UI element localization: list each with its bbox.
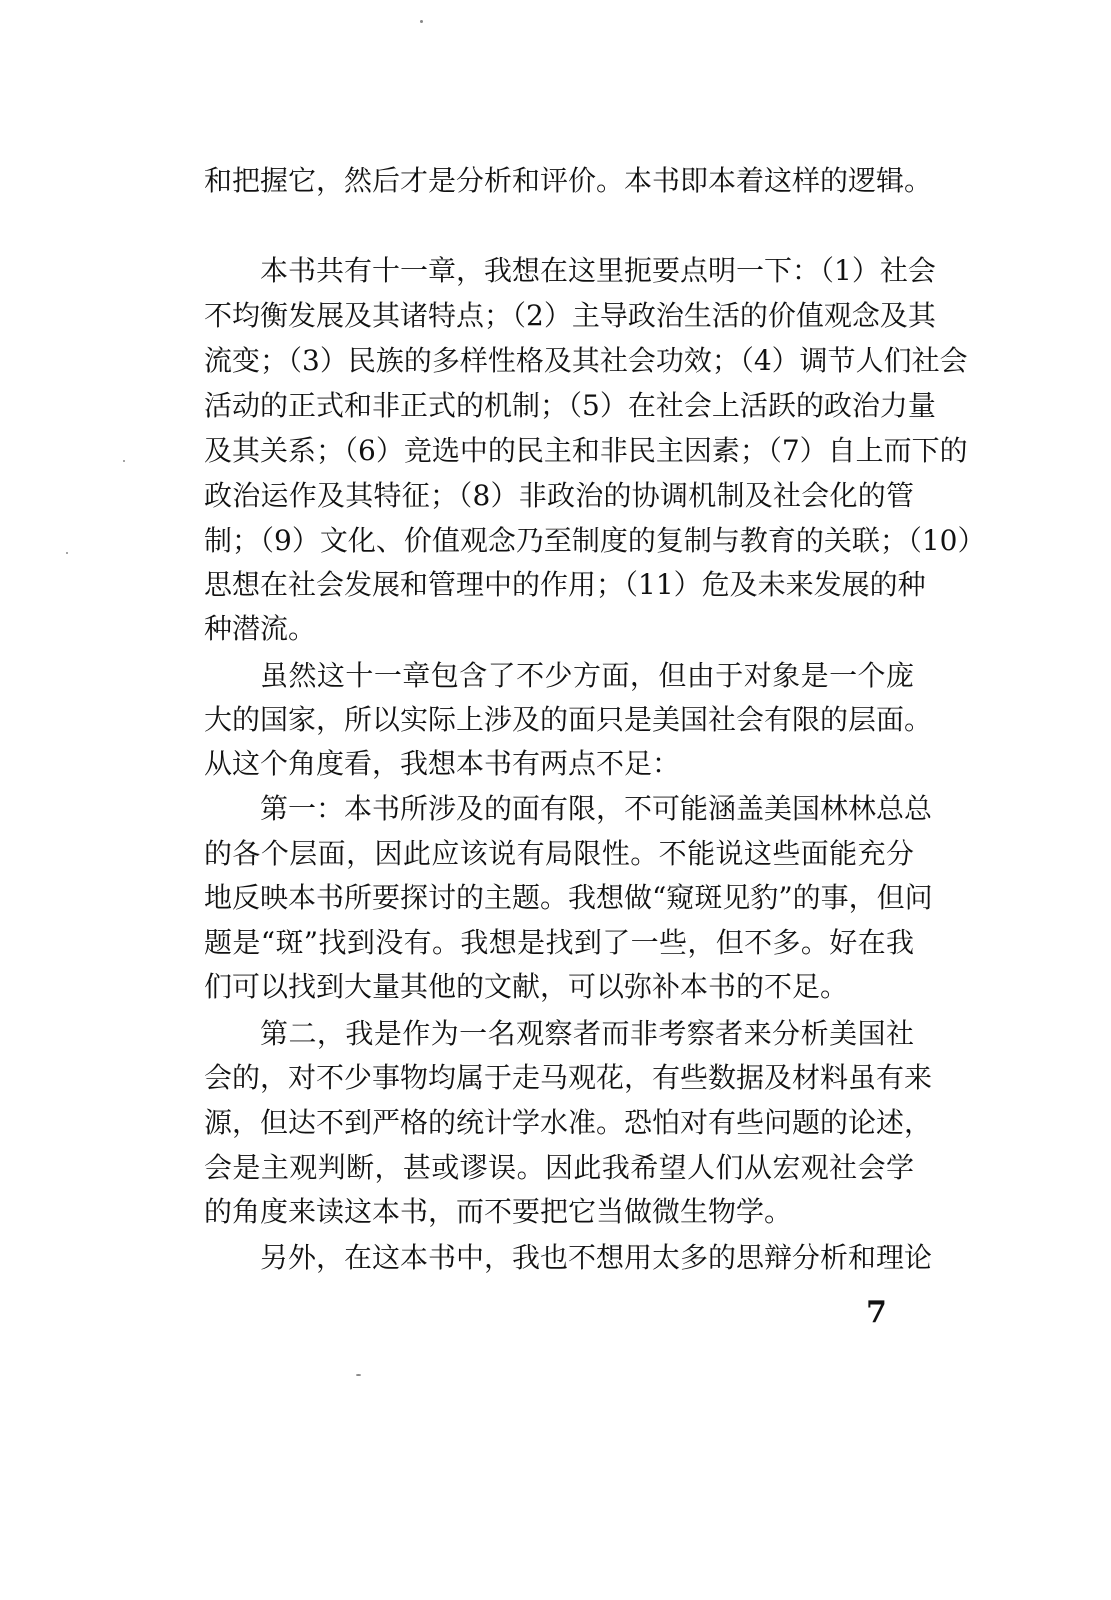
text-line: 的角度来读这本书，而不要把它当做微生物学。: [204, 1195, 793, 1228]
scan-speck: [356, 1374, 361, 1376]
text-line: 会是主观判断，甚或谬误。因此我希望人们从宏观社会学: [204, 1151, 914, 1184]
text-line: 们可以找到大量其他的文献，可以弥补本书的不足。: [204, 970, 849, 1003]
text-line: 不均衡发展及其诸特点；（2）主导政治生活的价值观念及其: [204, 299, 936, 332]
text-line: 及其关系；（6）竞选中的民主和非民主因素；（7）自上而下的: [204, 434, 968, 467]
text-line: 的各个层面，因此应该说有局限性。不能说这些面能充分: [204, 837, 914, 870]
text-line: 本书共有十一章，我想在这里扼要点明一下：（1）社会: [260, 254, 936, 287]
text-line: 大的国家，所以实际上涉及的面只是美国社会有限的层面。: [204, 703, 933, 736]
text-line: 政治运作及其特征；（8）非政治的协调机制及社会化的管: [204, 479, 914, 512]
text-line: 另外，在这本书中，我也不想用太多的思辩分析和理论: [260, 1241, 933, 1274]
text-line: 流变；（3）民族的多样性格及其社会功效；（4）调节人们社会: [204, 344, 968, 377]
text-line: 制；（9）文化、价值观念乃至制度的复制与教育的关联；（10）: [204, 524, 986, 557]
text-line: 思想在社会发展和管理中的作用；（11）危及未来发展的种: [204, 568, 926, 601]
text-line: 源，但达不到严格的统计学水准。恐怕对有些问题的论述，: [204, 1106, 933, 1139]
text-line: 活动的正式和非正式的机制；（5）在社会上活跃的政治力量: [204, 389, 936, 422]
scan-speck: [66, 552, 68, 554]
text-line: 种潜流。: [204, 612, 317, 645]
page-number: 7: [866, 1295, 887, 1330]
text-line: 和把握它，然后才是分析和评价。本书即本着这样的逻辑。: [204, 164, 933, 197]
text-line: 题是“斑”找到没有。我想是找到了一些，但不多。好在我: [204, 926, 914, 959]
text-line: 第二，我是作为一名观察者而非考察者来分析美国社: [260, 1017, 914, 1050]
scan-speck: [123, 460, 125, 462]
text-line: 地反映本书所要探讨的主题。我想做“窥斑见豹”的事，但问: [204, 881, 933, 914]
text-line: 从这个角度看，我想本书有两点不足：: [204, 747, 681, 780]
text-line: 会的，对不少事物均属于走马观花，有些数据及材料虽有来: [204, 1061, 933, 1094]
text-line: 虽然这十一章包含了不少方面，但由于对象是一个庞: [260, 659, 914, 692]
scan-speck: [420, 20, 423, 23]
text-line: 第一：本书所涉及的面有限，不可能涵盖美国林林总总: [260, 792, 933, 825]
